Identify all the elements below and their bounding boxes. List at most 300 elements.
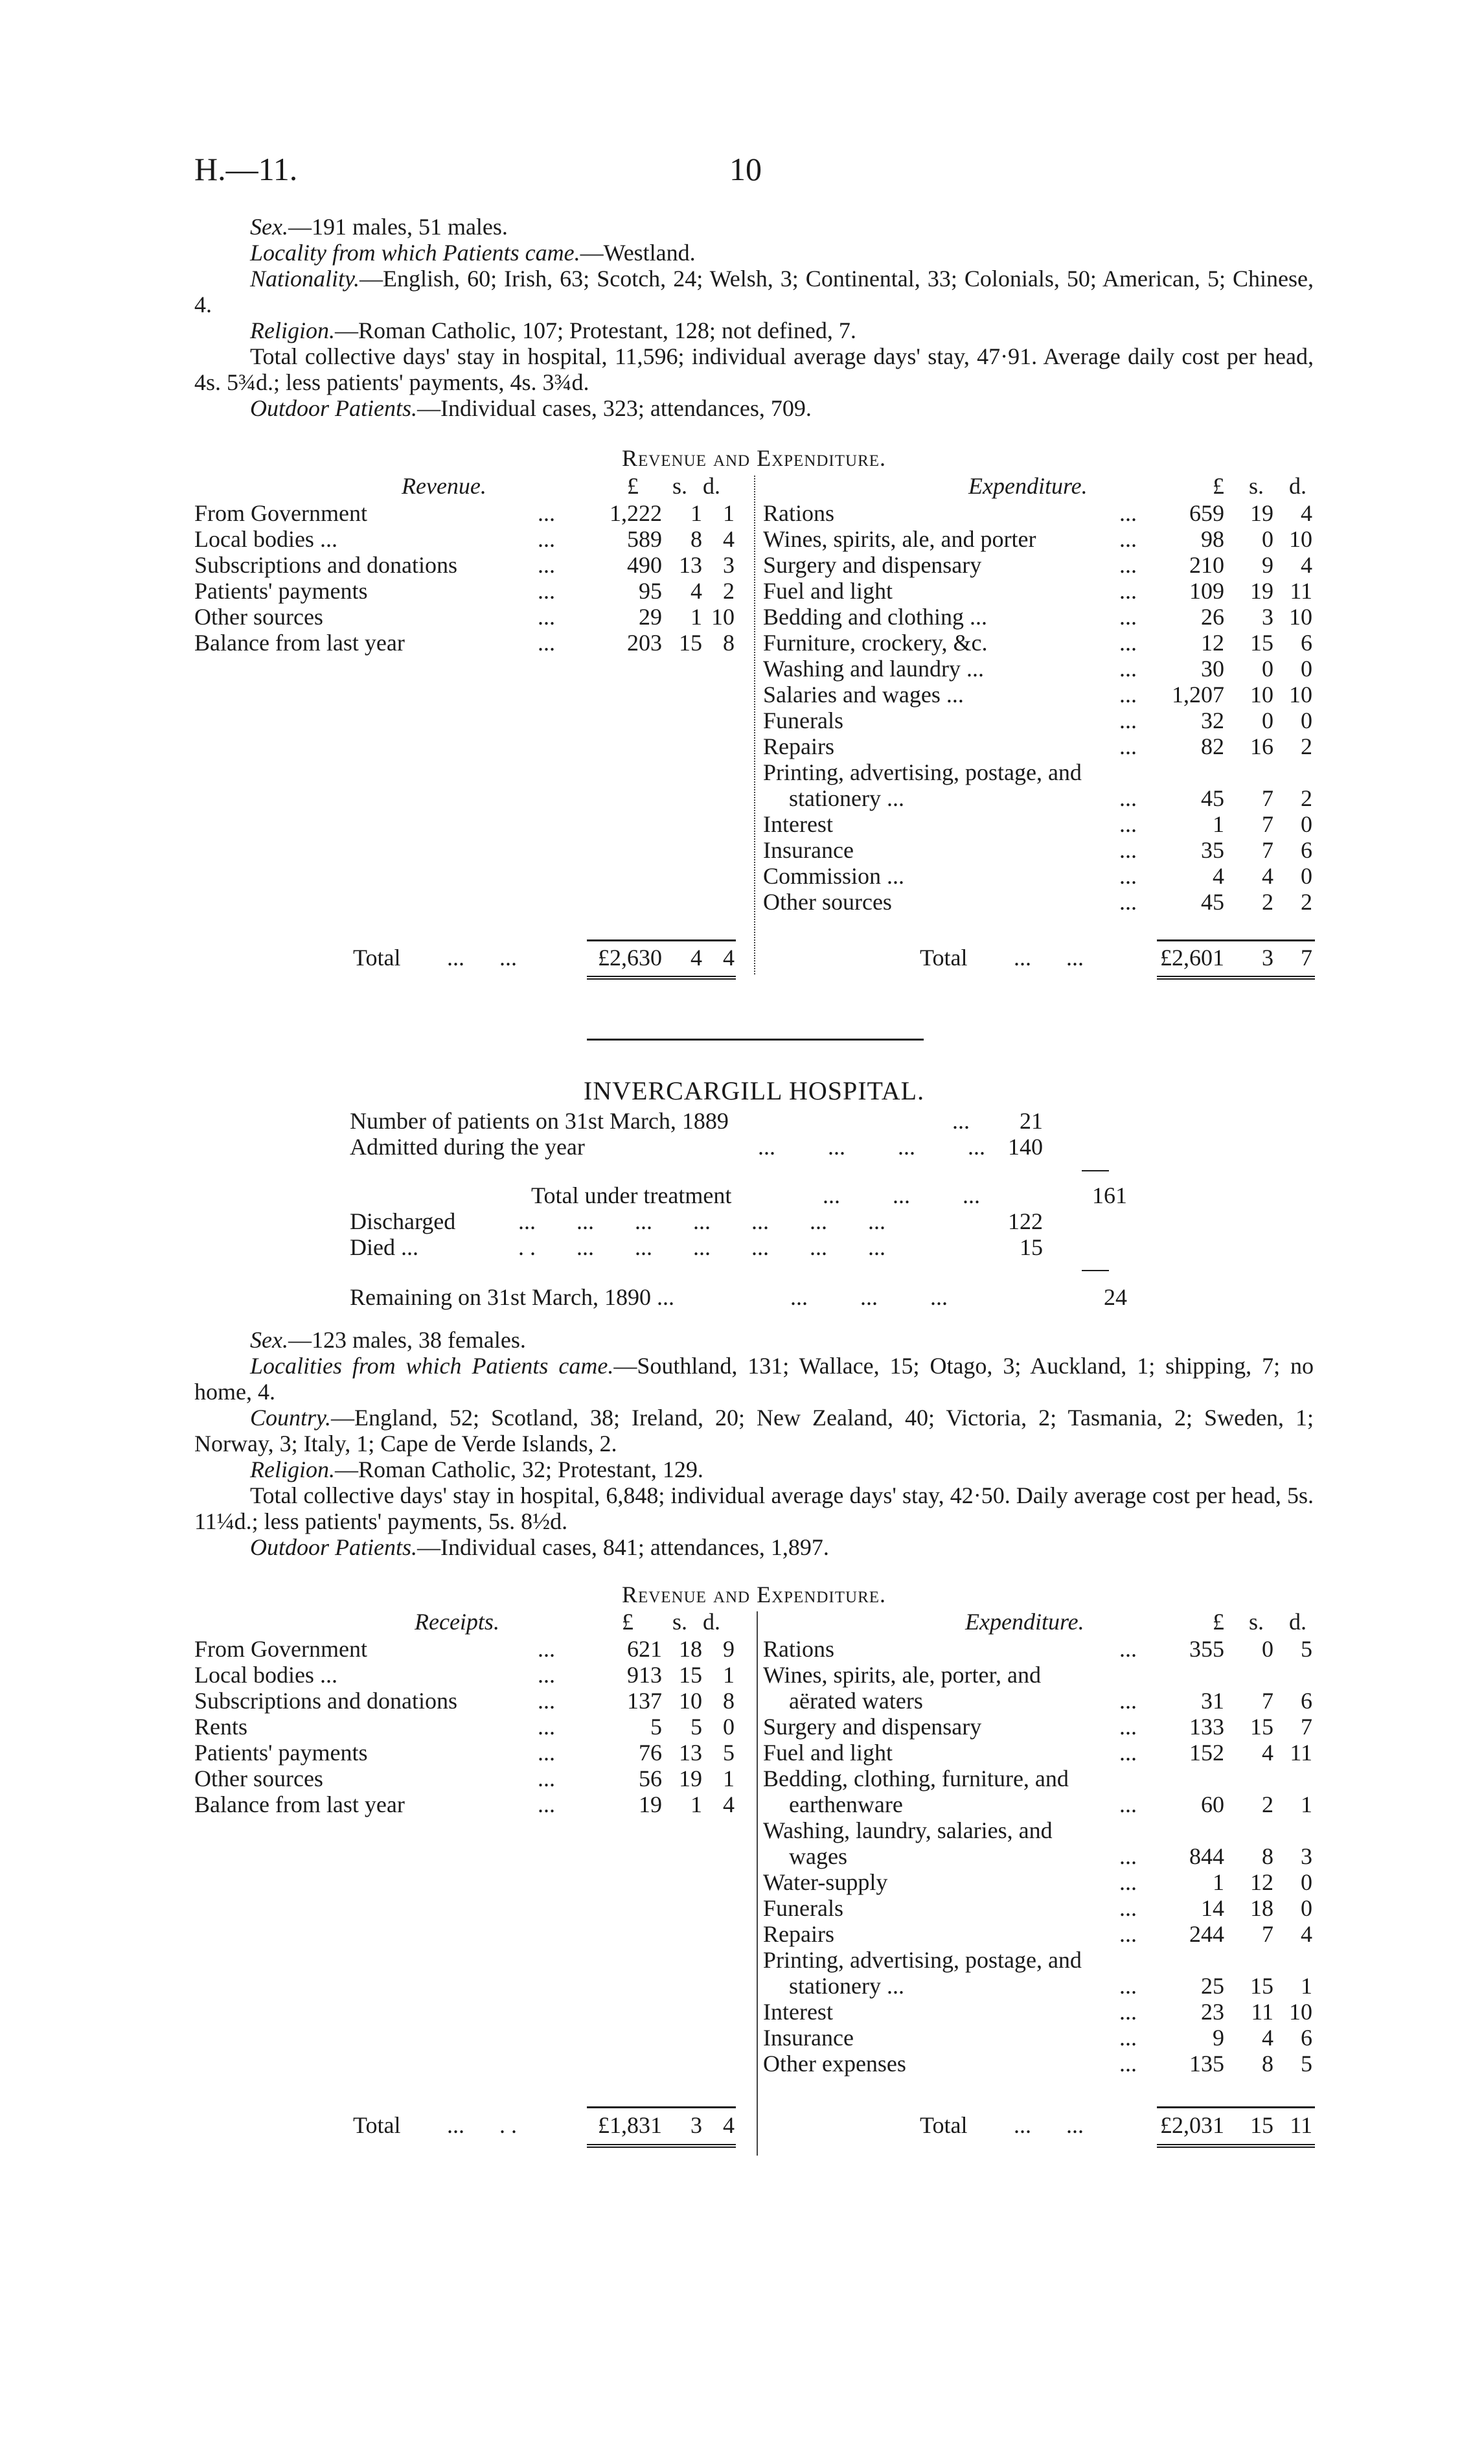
s1-expenditure-row [763, 759, 1315, 785]
s2-expenditure-label: Printing, advertising, postage, and [763, 1947, 1082, 1973]
s2-expenditure-row [763, 1869, 1315, 1895]
s1-expenditure-leader-dots: ... [1119, 733, 1137, 759]
s2-expenditure-amount-shillings: 18 [1250, 1895, 1273, 1921]
s2-receipts-row [194, 1662, 738, 1688]
s2-exp-total-pence: 11 [1290, 2112, 1312, 2138]
s2-receipts-label: Rents [194, 1714, 248, 1740]
s1-exp-total-label: Total [920, 945, 968, 971]
s1-expenditure-label: Interest [763, 811, 833, 837]
s2-outdoor-line: Outdoor Patients.—Individual cases, 841; attendances, 1,897. [250, 1534, 829, 1560]
s1-revenue-label: From Government [194, 500, 367, 526]
s1-expenditure-row [763, 733, 1315, 759]
s2-expenditure-row [763, 1895, 1315, 1921]
s2-receipts-row [194, 1688, 738, 1714]
s1-expenditure-row [763, 889, 1315, 915]
s2-expenditure-leader-dots: ... [1119, 1973, 1137, 1999]
s1-expenditure-amount-pence: 2 [1301, 889, 1312, 915]
s1-expenditure-leader-dots: ... [1119, 630, 1137, 656]
s1-expenditure-row [763, 578, 1315, 604]
s1-revenue-row [194, 604, 738, 630]
s1-expenditure-leader-dots: ... [1119, 526, 1137, 552]
s2-receipts-amount-pounds: 19 [639, 1791, 662, 1817]
s1-expenditure-amount-pounds: 32 [1201, 708, 1224, 733]
s1-expenditure-amount-pence: 10 [1289, 526, 1312, 552]
s1-revenue-label: Patients' payments [194, 578, 368, 604]
s2-receipts-label: Local bodies ... [194, 1662, 337, 1688]
s1-revenue-heading: Revenue. [402, 473, 486, 499]
s2-expenditure-amount-pence: 1 [1301, 1973, 1312, 1999]
s2-stat-total: Total under treatment ... ... ... 161 [531, 1182, 1127, 1208]
s1-rev-col-shillings: s. [672, 473, 688, 499]
s2-expenditure-amount-pounds: 9 [1213, 2025, 1224, 2051]
s1-rev-total-dots: ... ... [447, 945, 517, 971]
s1-exp-total-pence: 7 [1301, 945, 1312, 971]
s1-revenue-label: Subscriptions and donations [194, 552, 457, 578]
s2-stat-rule-2 [1082, 1270, 1109, 1271]
s2-rec-total-rule [587, 2144, 736, 2148]
s1-expenditure-label: Bedding and clothing ... [763, 604, 987, 630]
s1-expenditure-leader-dots: ... [1119, 837, 1137, 863]
s1-expenditure-amount-shillings: 9 [1262, 552, 1273, 578]
s2-receipts-amount-pounds: 5 [650, 1714, 662, 1740]
s2-receipts-leader-dots: ... [538, 1714, 555, 1740]
s2-expenditure-heading: Expenditure. [965, 1609, 1084, 1635]
s2-expenditure-amount-shillings: 15 [1250, 1973, 1273, 1999]
s2-days-paragraph: Total collective days' stay in hospital, 6,848; individual average days' stay, 42·50. Daily average cost per head, 5s. 11¼d.; less patients' payments, 5s. 8½d. [194, 1482, 1314, 1534]
s1-expenditure-row [763, 604, 1315, 630]
s1-expenditure-amount-pounds: 45 [1201, 889, 1224, 915]
s2-exp-col-shillings: s. [1249, 1609, 1264, 1635]
s2-stat-died: Died ... . . ... ... ... ... ... ... 15 [350, 1234, 1043, 1260]
s1-expenditure-label: Commission ... [763, 863, 905, 889]
s2-revenue-expenditure-table [194, 1609, 1315, 2159]
s2-rec-total-pounds: £1,831 [598, 2112, 662, 2138]
s1-expenditure-amount-pence: 10 [1289, 604, 1312, 630]
s2-religion-line: Religion.—Roman Catholic, 32; Protestant, 129. [250, 1457, 703, 1482]
s2-receipts-amount-pence: 9 [723, 1636, 735, 1662]
s1-religion-line: Religion.—Roman Catholic, 107; Protestant, 128; not defined, 7. [250, 317, 856, 343]
s1-revenue-row [194, 500, 738, 526]
s1-expenditure-label: Other sources [763, 889, 892, 915]
s1-expenditure-amount-shillings: 0 [1262, 656, 1273, 682]
s2-receipts-amount-pence: 5 [723, 1740, 735, 1766]
s1-expenditure-amount-shillings: 10 [1250, 682, 1273, 708]
s2-receipts-amount-pence: 8 [723, 1688, 735, 1714]
s2-receipts-heading: Receipts. [415, 1609, 499, 1635]
s1-days-paragraph: Total collective days' stay in hospital, 11,596; individual average days' stay, 47·91. Average daily cost per head, 4s. 5¾d.; less patients' payments, 4s. 3¾d. [194, 343, 1314, 395]
s1-revenue-leader-dots: ... [538, 630, 555, 656]
s2-stat-remaining: Remaining on 31st March, 1890 ... ... ... ... 24 [350, 1284, 1127, 1310]
s1-rev-col-pence: d. [703, 473, 720, 499]
s2-expenditure-amount-pence: 10 [1289, 1999, 1312, 2025]
s1-expenditure-amount-pence: 11 [1290, 578, 1312, 604]
s2-expenditure-amount-pence: 0 [1301, 1895, 1312, 1921]
s2-receipts-amount-shillings: 19 [679, 1766, 702, 1791]
s2-expenditure-amount-shillings: 2 [1262, 1791, 1273, 1817]
s2-expenditure-row [763, 1843, 1315, 1869]
s1-expenditure-label: Salaries and wages ... [763, 682, 964, 708]
s1-expenditure-amount-pounds: 30 [1201, 656, 1224, 682]
s1-expenditure-row [763, 552, 1315, 578]
s2-exp-col-pence: d. [1289, 1609, 1307, 1635]
s2-expenditure-leader-dots: ... [1119, 1869, 1137, 1895]
s2-expenditure-leader-dots: ... [1119, 1843, 1137, 1869]
s2-expenditure-row [763, 2051, 1315, 2077]
s1-expenditure-amount-pence: 6 [1301, 630, 1312, 656]
s2-expenditure-leader-dots: ... [1119, 2051, 1137, 2077]
s1-revenue-amount-shillings: 1 [691, 604, 702, 630]
s2-expenditure-label: Water-supply [763, 1869, 888, 1895]
s2-column-divider [757, 1611, 758, 2156]
s2-receipts-amount-shillings: 1 [691, 1791, 702, 1817]
s2-exp-sum-rule [1157, 2106, 1315, 2108]
s2-rec-total-pence: 4 [723, 2112, 735, 2138]
s2-receipts-label: Subscriptions and donations [194, 1688, 457, 1714]
s1-expenditure-label: stationery ... [789, 785, 904, 811]
s2-exp-col-pounds: £ [1213, 1609, 1224, 1635]
s1-expenditure-leader-dots: ... [1119, 552, 1137, 578]
s1-expenditure-amount-shillings: 4 [1262, 863, 1273, 889]
s2-expenditure-amount-pounds: 135 [1189, 2051, 1224, 2077]
s2-expenditure-amount-shillings: 7 [1262, 1921, 1273, 1947]
s1-exp-col-shillings: s. [1249, 473, 1264, 499]
s1-exp-total-pounds: £2,601 [1160, 945, 1224, 971]
s1-expenditure-label: Repairs [763, 733, 834, 759]
s2-expenditure-amount-pence: 11 [1290, 1740, 1312, 1766]
s1-expenditure-row [763, 811, 1315, 837]
s1-revenue-amount-pence: 8 [723, 630, 735, 656]
s2-table-title: Revenue and Expenditure. [621, 1582, 887, 1607]
s1-exp-col-pence: d. [1289, 473, 1307, 499]
s1-revenue-row [194, 526, 738, 552]
s2-expenditure-row [763, 1947, 1315, 1973]
s2-expenditure-amount-pence: 6 [1301, 1688, 1312, 1714]
s2-receipts-leader-dots: ... [538, 1636, 555, 1662]
s2-sex-line: Sex.—123 males, 38 females. [250, 1327, 526, 1353]
s2-expenditure-amount-pence: 3 [1301, 1843, 1312, 1869]
s2-expenditure-amount-pence: 5 [1301, 1636, 1312, 1662]
s1-expenditure-row [763, 708, 1315, 733]
s2-expenditure-row [763, 1817, 1315, 1843]
s2-expenditure-leader-dots: ... [1119, 1791, 1137, 1817]
s1-expenditure-amount-shillings: 19 [1250, 500, 1273, 526]
s1-expenditure-label: Rations [763, 500, 835, 526]
s1-expenditure-amount-pence: 2 [1301, 733, 1312, 759]
s1-expenditure-amount-pence: 0 [1301, 708, 1312, 733]
s1-expenditure-amount-shillings: 19 [1250, 578, 1273, 604]
s2-expenditure-amount-pence: 7 [1301, 1714, 1312, 1740]
s1-rev-total-rule [587, 976, 736, 980]
s1-expenditure-amount-pence: 4 [1301, 500, 1312, 526]
s2-receipts-amount-pence: 0 [723, 1714, 735, 1740]
s1-expenditure-leader-dots: ... [1119, 656, 1137, 682]
s1-expenditure-label: Wines, spirits, ale, and porter [763, 526, 1036, 552]
s2-expenditure-amount-shillings: 4 [1262, 1740, 1273, 1766]
s1-rev-total-label: Total [353, 945, 401, 971]
s1-expenditure-amount-pounds: 98 [1201, 526, 1224, 552]
s1-expenditure-amount-shillings: 15 [1250, 630, 1273, 656]
s2-receipts-amount-pounds: 621 [627, 1636, 662, 1662]
s1-expenditure-amount-shillings: 7 [1262, 785, 1273, 811]
s2-receipts-amount-shillings: 5 [691, 1714, 702, 1740]
s2-expenditure-label: wages [789, 1843, 847, 1869]
s1-exp-col-pounds: £ [1213, 473, 1224, 499]
s2-expenditure-row [763, 1714, 1315, 1740]
s1-expenditure-amount-pounds: 109 [1189, 578, 1224, 604]
s2-expenditure-row [763, 1688, 1315, 1714]
s1-expenditure-amount-pounds: 82 [1201, 733, 1224, 759]
s1-expenditure-amount-pence: 0 [1301, 811, 1312, 837]
s2-expenditure-label: Insurance [763, 2025, 854, 2051]
s1-revenue-leader-dots: ... [538, 552, 555, 578]
s2-exp-total-rule [1157, 2144, 1315, 2148]
s2-receipts-label: Patients' payments [194, 1740, 368, 1766]
s2-exp-total-shillings: 15 [1250, 2112, 1273, 2138]
s2-receipts-row [194, 1636, 738, 1662]
s2-receipts-amount-shillings: 15 [679, 1662, 702, 1688]
s1-expenditure-amount-pounds: 1,207 [1172, 682, 1224, 708]
s2-rec-total-label: Total [353, 2112, 401, 2138]
s1-expenditure-amount-shillings: 2 [1262, 889, 1273, 915]
s2-expenditure-leader-dots: ... [1119, 1895, 1137, 1921]
s2-expenditure-label: Interest [763, 1999, 833, 2025]
s1-expenditure-label: Funerals [763, 708, 843, 733]
s2-expenditure-label: Washing, laundry, salaries, and [763, 1817, 1053, 1843]
s1-expenditure-amount-pounds: 35 [1201, 837, 1224, 863]
s1-expenditure-amount-pounds: 4 [1213, 863, 1224, 889]
s1-expenditure-row [763, 837, 1315, 863]
s2-expenditure-label: aërated waters [789, 1688, 923, 1714]
s1-revenue-amount-pence: 3 [723, 552, 735, 578]
s2-rec-col-pence: d. [703, 1609, 720, 1635]
s1-nationality-paragraph: Nationality.—English, 60; Irish, 63; Scotch, 24; Welsh, 3; Continental, 33; Colonials, 50; American, 5; Chinese, 4. [194, 266, 1314, 317]
s1-revenue-label: Local bodies ... [194, 526, 337, 552]
s2-receipts-label: Other sources [194, 1766, 323, 1791]
s1-expenditure-amount-shillings: 7 [1262, 811, 1273, 837]
s1-expenditure-label: Printing, advertising, postage, and [763, 759, 1082, 785]
s2-expenditure-leader-dots: ... [1119, 1714, 1137, 1740]
s1-total-row [194, 945, 1315, 971]
s2-receipts-row [194, 1766, 738, 1791]
s2-expenditure-amount-pence: 6 [1301, 2025, 1312, 2051]
s2-expenditure-label: Wines, spirits, ale, porter, and [763, 1662, 1041, 1688]
s2-expenditure-label: Bedding, clothing, furniture, and [763, 1766, 1069, 1791]
s1-revenue-amount-shillings: 8 [691, 526, 702, 552]
s2-expenditure-row [763, 1740, 1315, 1766]
s1-expenditure-amount-pence: 0 [1301, 863, 1312, 889]
s1-expenditure-amount-pence: 2 [1301, 785, 1312, 811]
s1-expenditure-label: Furniture, crockery, &c. [763, 630, 988, 656]
s2-table-header-row [194, 1609, 1315, 1635]
s2-expenditure-amount-pounds: 133 [1189, 1714, 1224, 1740]
s2-expenditure-amount-pounds: 844 [1189, 1843, 1224, 1869]
s2-expenditure-leader-dots: ... [1119, 1740, 1137, 1766]
s2-expenditure-amount-shillings: 12 [1250, 1869, 1273, 1895]
s1-revenue-row [194, 578, 738, 604]
s1-rev-total-pence: 4 [723, 945, 735, 971]
s1-column-divider [754, 476, 755, 974]
s1-expenditure-leader-dots: ... [1119, 500, 1137, 526]
s1-expenditure-row [763, 863, 1315, 889]
s1-expenditure-leader-dots: ... [1119, 889, 1137, 915]
s1-expenditure-amount-shillings: 7 [1262, 837, 1273, 863]
s2-expenditure-leader-dots: ... [1119, 1688, 1137, 1714]
s2-rec-total-shillings: 3 [691, 2112, 702, 2138]
s2-patient-statistics [194, 1108, 1166, 1322]
s1-expenditure-row [763, 785, 1315, 811]
s1-revenue-amount-pence: 10 [711, 604, 735, 630]
s2-expenditure-amount-shillings: 4 [1262, 2025, 1273, 2051]
s1-expenditure-amount-pounds: 45 [1201, 785, 1224, 811]
s1-revenue-amount-shillings: 4 [691, 578, 702, 604]
s1-expenditure-leader-dots: ... [1119, 708, 1137, 733]
s2-expenditure-leader-dots: ... [1119, 2025, 1137, 2051]
s1-expenditure-leader-dots: ... [1119, 578, 1137, 604]
s1-revenue-leader-dots: ... [538, 500, 555, 526]
s2-expenditure-leader-dots: ... [1119, 1921, 1137, 1947]
s2-expenditure-amount-pounds: 152 [1189, 1740, 1224, 1766]
s2-expenditure-amount-pence: 1 [1301, 1791, 1312, 1817]
s1-revenue-amount-pence: 2 [723, 578, 735, 604]
s1-expenditure-row [763, 526, 1315, 552]
s2-expenditure-label: Other expenses [763, 2051, 906, 2077]
s1-expenditure-leader-dots: ... [1119, 682, 1137, 708]
s1-revenue-amount-shillings: 15 [679, 630, 702, 656]
s1-expenditure-amount-shillings: 16 [1250, 733, 1273, 759]
s1-rev-total-shillings: 4 [691, 945, 702, 971]
s1-rev-col-pounds: £ [627, 473, 639, 499]
s2-expenditure-amount-pounds: 355 [1189, 1636, 1224, 1662]
s2-receipts-amount-shillings: 18 [679, 1636, 702, 1662]
s2-exp-total-label: Total [920, 2112, 968, 2138]
s2-title: INVERCARGILL HOSPITAL. [583, 1076, 925, 1105]
s1-revenue-amount-pounds: 589 [627, 526, 662, 552]
s2-receipts-amount-pence: 1 [723, 1766, 735, 1791]
s1-expenditure-leader-dots: ... [1119, 604, 1137, 630]
s2-exp-total-pounds: £2,031 [1160, 2112, 1224, 2138]
s2-expenditure-leader-dots: ... [1119, 1636, 1137, 1662]
s1-revenue-amount-pence: 1 [723, 500, 735, 526]
page-number: 10 [729, 151, 762, 187]
s2-expenditure-amount-pounds: 23 [1201, 1999, 1224, 2025]
s2-expenditure-label: Repairs [763, 1921, 834, 1947]
s1-expenditure-row [763, 630, 1315, 656]
s2-rec-col-shillings: s. [672, 1609, 688, 1635]
s2-expenditure-amount-pounds: 14 [1201, 1895, 1224, 1921]
s1-expenditure-amount-pounds: 1 [1213, 811, 1224, 837]
s2-expenditure-row [763, 1973, 1315, 1999]
report-code: H.—11. [194, 151, 298, 187]
s2-expenditure-row [763, 2025, 1315, 2051]
s2-expenditure-label: Rations [763, 1636, 835, 1662]
s2-expenditure-amount-shillings: 11 [1251, 1999, 1273, 2025]
s2-stat-admitted: Admitted during the year ... ... ... ... 140 [350, 1134, 1043, 1160]
s1-revenue-row [194, 630, 738, 656]
s2-expenditure-amount-pence: 5 [1301, 2051, 1312, 2077]
s1-expenditure-amount-pounds: 210 [1189, 552, 1224, 578]
s1-expenditure-row [763, 656, 1315, 682]
s2-expenditure-leader-dots: ... [1119, 1999, 1137, 2025]
s2-expenditure-row [763, 1636, 1315, 1662]
s2-receipts-amount-pounds: 56 [639, 1766, 662, 1791]
s1-expenditure-row [763, 500, 1315, 526]
s2-expenditure-amount-pounds: 60 [1201, 1791, 1224, 1817]
s2-expenditure-amount-shillings: 7 [1262, 1688, 1273, 1714]
s2-receipts-label: From Government [194, 1636, 367, 1662]
s2-receipts-row [194, 1791, 738, 1817]
s2-rec-sum-rule [587, 2106, 736, 2108]
s2-localities-paragraph: Localities from which Patients came.—Southland, 131; Wallace, 15; Otago, 3; Auckland, 1; shipping, 7; no home, 4. [194, 1353, 1314, 1405]
s2-receipts-amount-pounds: 137 [627, 1688, 662, 1714]
s2-expenditure-label: Fuel and light [763, 1740, 893, 1766]
s1-expenditure-amount-pence: 6 [1301, 837, 1312, 863]
s1-revenue-amount-pence: 4 [723, 526, 735, 552]
s2-expenditure-amount-shillings: 8 [1262, 2051, 1273, 2077]
s1-exp-sum-rule [1157, 939, 1315, 941]
s1-rev-total-pounds: £2,630 [598, 945, 662, 971]
s2-expenditure-row [763, 1766, 1315, 1791]
s2-receipts-row [194, 1740, 738, 1766]
s1-revenue-expenditure-table [194, 473, 1315, 991]
s1-expenditure-amount-shillings: 3 [1262, 604, 1273, 630]
s2-receipts-label: Balance from last year [194, 1791, 405, 1817]
s1-revenue-row [194, 552, 738, 578]
s1-expenditure-label: Insurance [763, 837, 854, 863]
s2-exp-total-dots: ... ... [1014, 2112, 1084, 2138]
s2-stat-rule-1 [1082, 1170, 1109, 1171]
s2-expenditure-amount-shillings: 0 [1262, 1636, 1273, 1662]
s2-expenditure-row [763, 1999, 1315, 2025]
s1-expenditure-amount-pounds: 26 [1201, 604, 1224, 630]
s2-expenditure-amount-pounds: 31 [1201, 1688, 1224, 1714]
s1-expenditure-leader-dots: ... [1119, 785, 1137, 811]
s1-rev-sum-rule [587, 939, 736, 941]
s2-receipts-leader-dots: ... [538, 1791, 555, 1817]
s1-expenditure-amount-pence: 4 [1301, 552, 1312, 578]
s2-rec-total-dots: ... . . [447, 2112, 517, 2138]
s1-revenue-amount-shillings: 1 [691, 500, 702, 526]
s1-outdoor-line: Outdoor Patients.—Individual cases, 323; attendances, 709. [250, 395, 812, 421]
s1-expenditure-label: Fuel and light [763, 578, 893, 604]
s1-expenditure-amount-shillings: 0 [1262, 526, 1273, 552]
s2-receipts-leader-dots: ... [538, 1688, 555, 1714]
s1-exp-total-rule [1157, 976, 1315, 980]
s2-receipts-row [194, 1714, 738, 1740]
s2-expenditure-label: Surgery and dispensary [763, 1714, 982, 1740]
s2-receipts-leader-dots: ... [538, 1740, 555, 1766]
s1-table-title: Revenue and Expenditure. [621, 445, 887, 471]
s1-revenue-leader-dots: ... [538, 526, 555, 552]
s1-exp-total-shillings: 3 [1262, 945, 1273, 971]
s2-expenditure-amount-pence: 4 [1301, 1921, 1312, 1947]
s2-receipts-amount-pounds: 76 [639, 1740, 662, 1766]
s1-expenditure-row [763, 682, 1315, 708]
s1-expenditure-label: Washing and laundry ... [763, 656, 985, 682]
s1-expenditure-amount-pence: 10 [1289, 682, 1312, 708]
s2-receipts-amount-pence: 4 [723, 1791, 735, 1817]
s2-expenditure-row [763, 1921, 1315, 1947]
s1-expenditure-leader-dots: ... [1119, 863, 1137, 889]
s2-expenditure-amount-pounds: 1 [1213, 1869, 1224, 1895]
s2-receipts-amount-shillings: 10 [679, 1688, 702, 1714]
s2-expenditure-amount-pence: 0 [1301, 1869, 1312, 1895]
s2-stat-discharged: Discharged ... ... ... ... ... ... ... 122 [350, 1208, 1043, 1234]
s1-expenditure-amount-pence: 0 [1301, 656, 1312, 682]
s2-stat-patients: Number of patients on 31st March, 1889 ... 21 [350, 1108, 1043, 1134]
s1-revenue-amount-pounds: 1,222 [610, 500, 662, 526]
s2-country-paragraph: Country.—England, 52; Scotland, 38; Ireland, 20; New Zealand, 40; Victoria, 2; Tasmania, 2; Sweden, 1; Norway, 3; Italy, 1; Cape de Verde Islands, 2. [194, 1405, 1314, 1457]
s1-expenditure-leader-dots: ... [1119, 811, 1137, 837]
